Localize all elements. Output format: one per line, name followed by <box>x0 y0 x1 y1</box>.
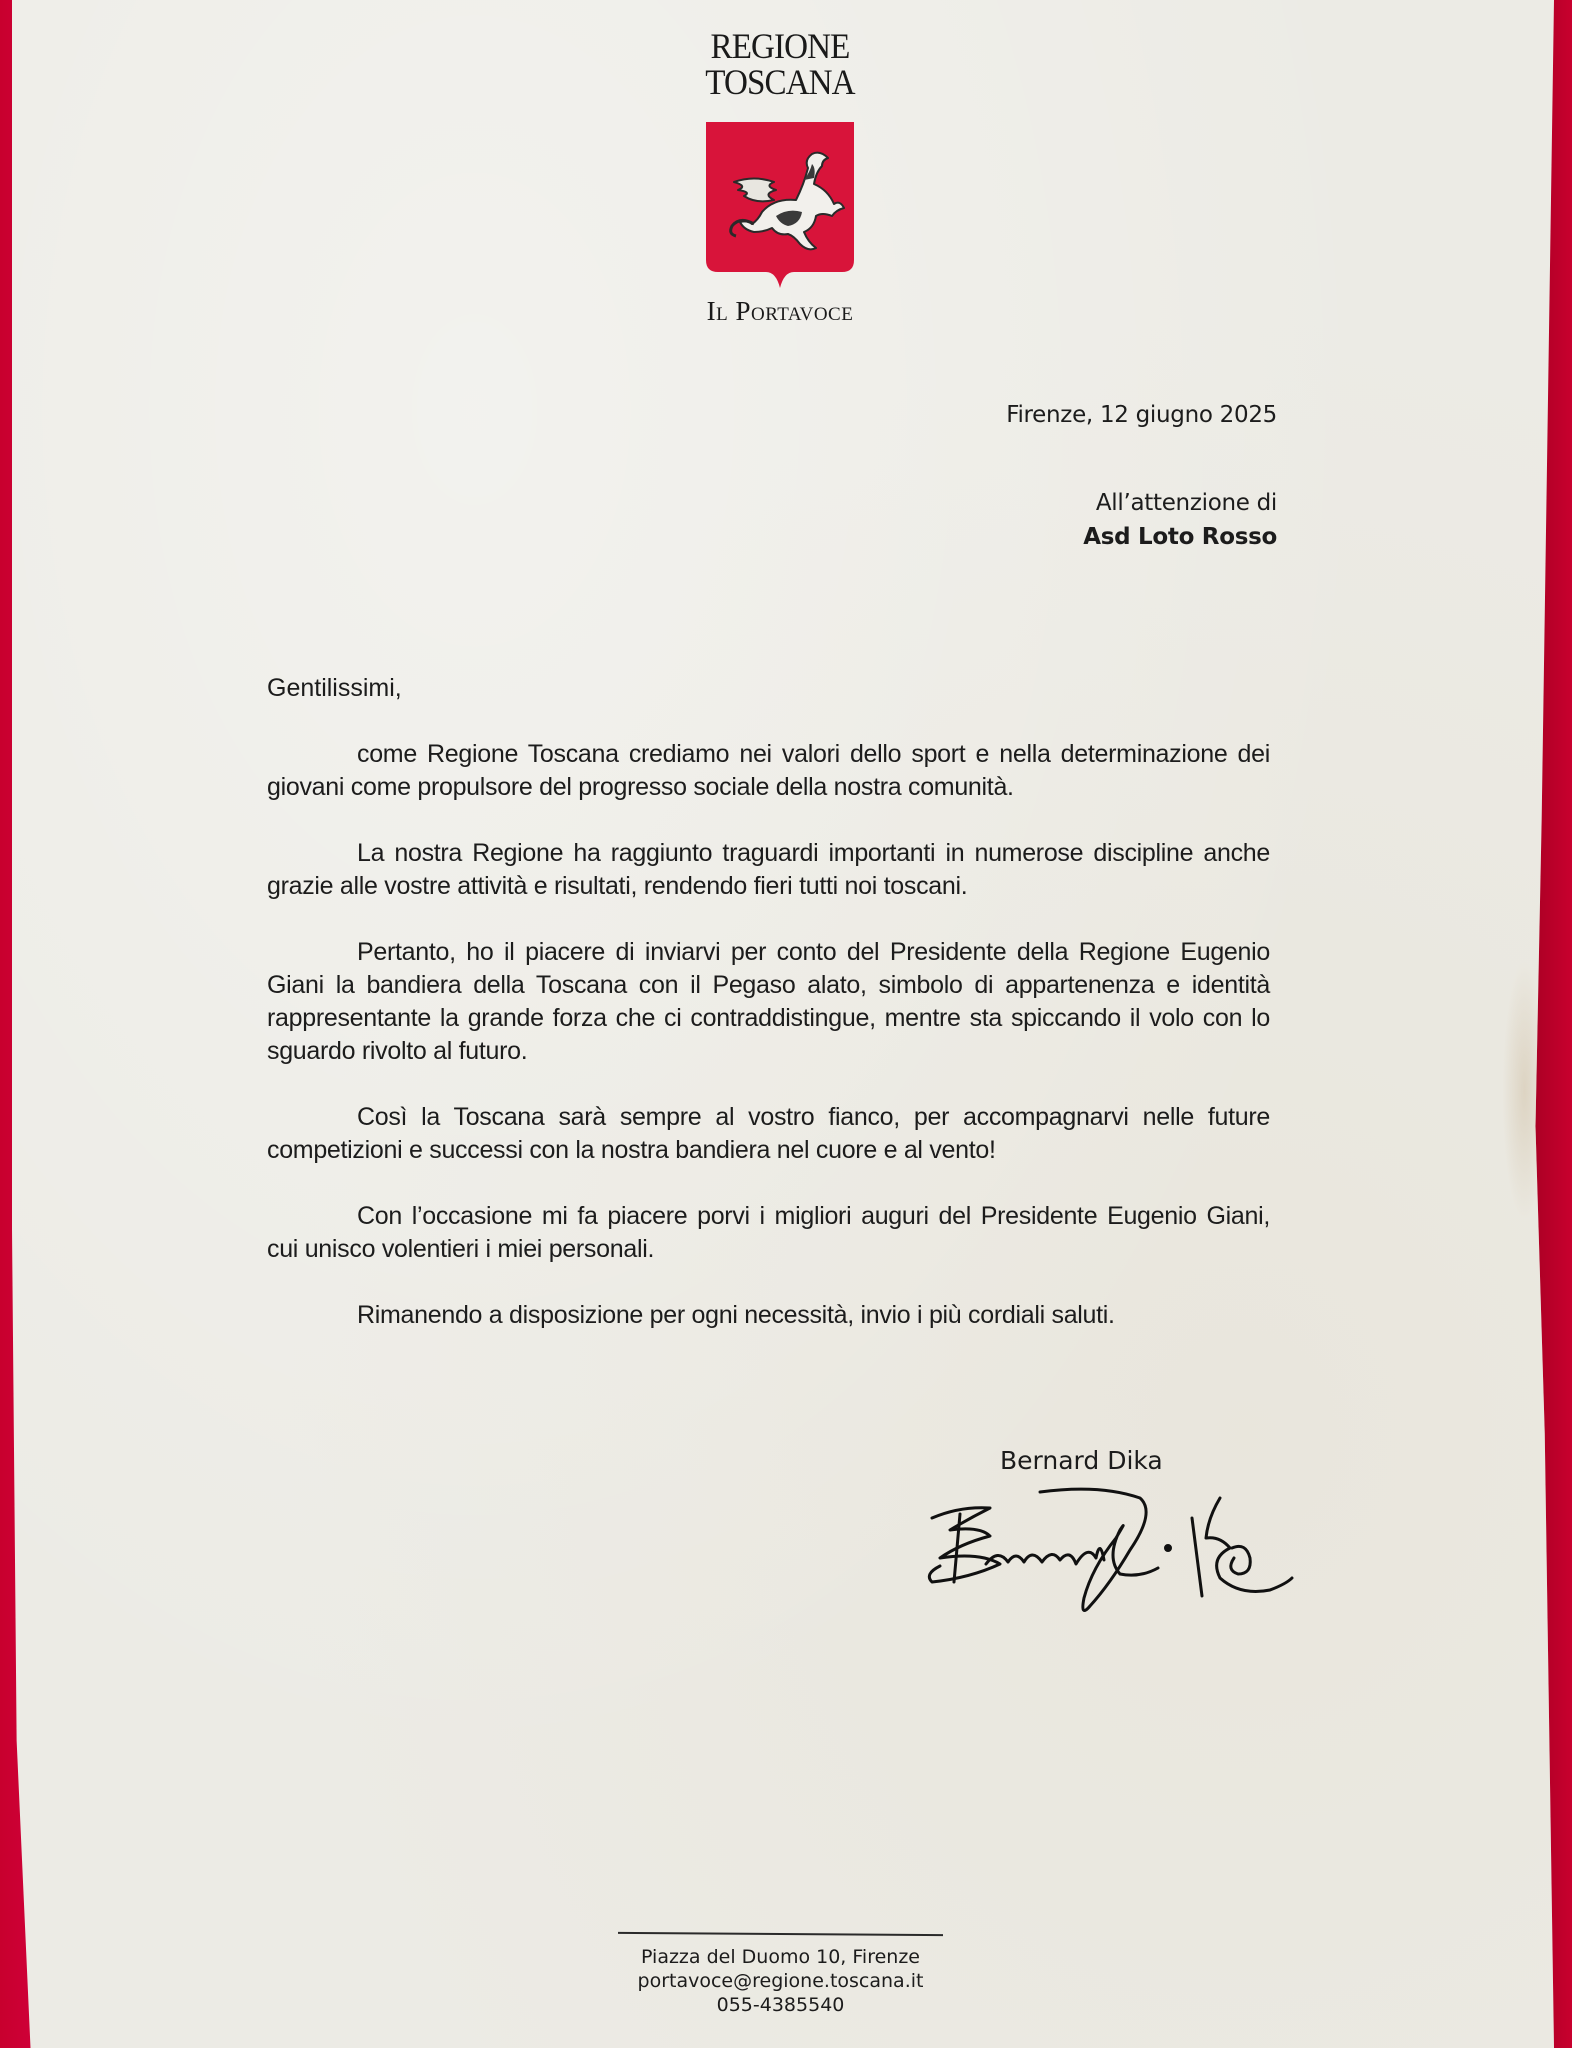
body-paragraph: Con l’occasione mi fa piacere porvi i migliori auguri del Presidente Eugenio Giani, cui unisco volentieri i miei personali. <box>267 1202 1270 1263</box>
pegasus-shield-icon <box>704 120 856 290</box>
salutation: Gentilissimi, <box>267 674 402 702</box>
footer <box>618 1933 943 2017</box>
recipient-block <box>1083 486 1277 554</box>
footer-phone[interactable]: 055-4385540 <box>716 1994 845 2016</box>
footer-email[interactable]: portavoce@regione.toscana.it <box>637 1970 924 1992</box>
body-paragraph: Così la Toscana sarà sempre al vostro fianco, per accompagnarvi nelle future competizioni e successi con la nostra bandiera nel cuore e al vento! <box>267 1103 1270 1164</box>
signature-icon <box>920 1478 1300 1628</box>
body-paragraph: come Regione Toscana crediamo nei valori dello sport e nella determinazione dei giovani come propulsore del progresso sociale della nostra comunità. <box>267 740 1270 801</box>
org-name-line2: TOSCANA <box>705 62 855 102</box>
letter-body <box>267 672 1270 1365</box>
signer-name: Bernard Dika <box>1000 1446 1163 1475</box>
body-paragraph: Pertanto, ho il piacere di inviarvi per conto del Presidente della Regione Eugenio Giani la bandiera della Toscana con il Pegaso alato, simbolo di appartenenza e identità rappresentante la grande forza che ci contraddistingue, mentre sta spiccando il volo con lo sguardo rivolto al futuro. <box>267 938 1270 1065</box>
org-name-line1: REGIONE <box>710 26 850 66</box>
body-paragraph: La nostra Regione ha raggiunto traguardi importanti in numerose discipline anche grazie alle vostre attività e risultati, rendendo fieri tutti noi toscani. <box>267 839 1270 900</box>
footer-divider <box>618 1932 943 1936</box>
recipient-name: Asd Loto Rosso <box>1083 524 1277 550</box>
place-date: Firenze, 12 giugno 2025 <box>1006 402 1277 428</box>
closing-paragraph: Rimanendo a disposizione per ogni necessità, invio i più cordiali saluti. <box>357 1301 1115 1329</box>
attention-label: All’attenzione di <box>1095 490 1277 516</box>
office-title: Il Portavoce <box>706 296 854 326</box>
letterhead <box>690 28 870 327</box>
footer-address: Piazza del Duomo 10, Firenze <box>641 1946 920 1968</box>
